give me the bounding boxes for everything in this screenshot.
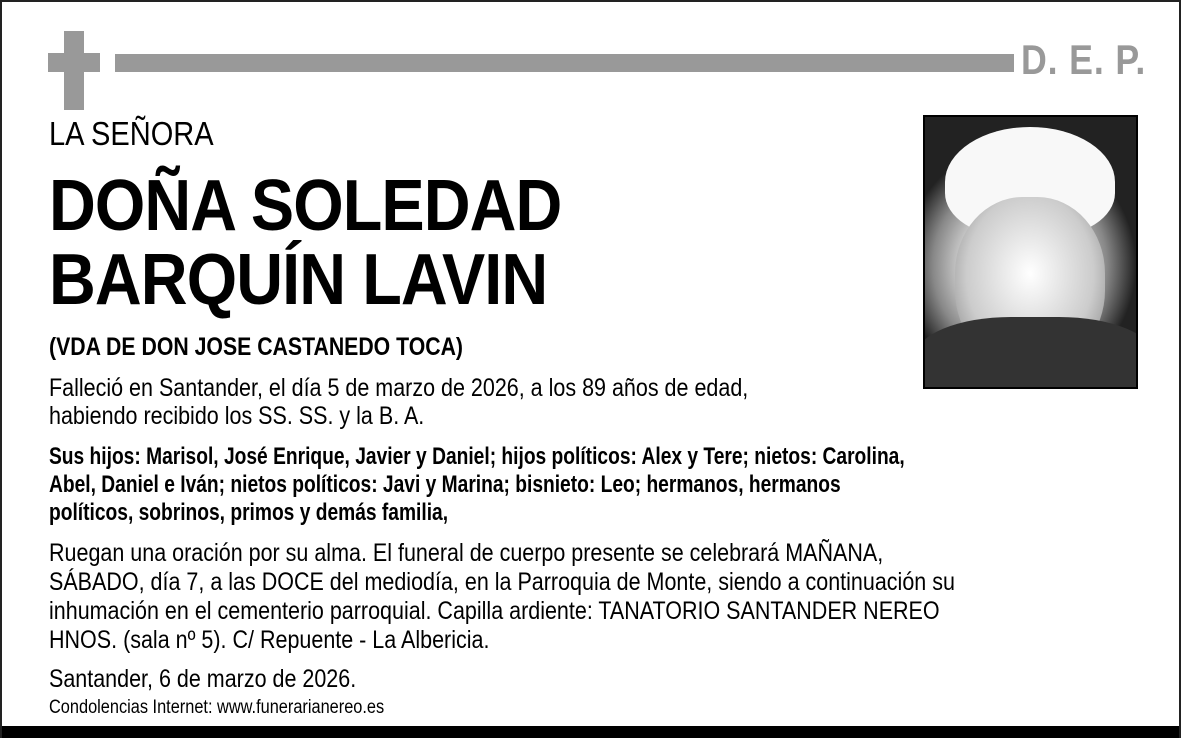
portrait-photo <box>923 115 1138 389</box>
death-line: Falleció en Santander, el día 5 de marzo de 2026, a los 89 años de edad, <box>49 374 749 402</box>
deceased-name-line-1: DOÑA SOLEDAD <box>49 166 562 246</box>
family-line: políticos, sobrinos, primos y demás familia, <box>49 499 449 526</box>
funeral-line: HNOS. (sala nº 5). C/ Repuente - La Albericia. <box>49 626 490 654</box>
funeral-line: inhumación en el cementerio parroquial. Capilla ardiente: TANATORIO SANTANDER NEREO <box>49 597 940 625</box>
date-line: Santander, 6 de marzo de 2026. <box>49 665 357 693</box>
funeral-line: SÁBADO, día 7, a las DOCE del mediodía, en la Parroquia de Monte, siendo a continuación su <box>49 568 955 596</box>
dep-label: D. E. P. <box>1021 36 1147 83</box>
header-rule <box>115 54 1014 72</box>
deceased-name-line-2: BARQUÍN LAVIN <box>49 240 548 320</box>
death-line: habiendo recibido los SS. SS. y la B. A. <box>49 402 425 430</box>
bottom-bar <box>2 726 1179 738</box>
cross-icon-arm <box>48 53 100 72</box>
funeral-line: Ruegan una oración por su alma. El funeral de cuerpo presente se celebrará MAÑANA, <box>49 539 884 567</box>
condolences-link[interactable]: Condolencias Internet: www.funerarianereo.es <box>49 697 385 718</box>
intro-label: LA SEÑORA <box>49 115 214 152</box>
family-line: Abel, Daniel e Iván; nietos políticos: Javi y Marina; bisnieto: Leo; hermanos, hermanos <box>49 471 841 498</box>
family-line: Sus hijos: Marisol, José Enrique, Javier y Daniel; hijos políticos: Alex y Tere; nietos: Carolina, <box>49 443 905 470</box>
widow-of: (VDA DE DON JOSE CASTANEDO TOCA) <box>49 333 464 361</box>
